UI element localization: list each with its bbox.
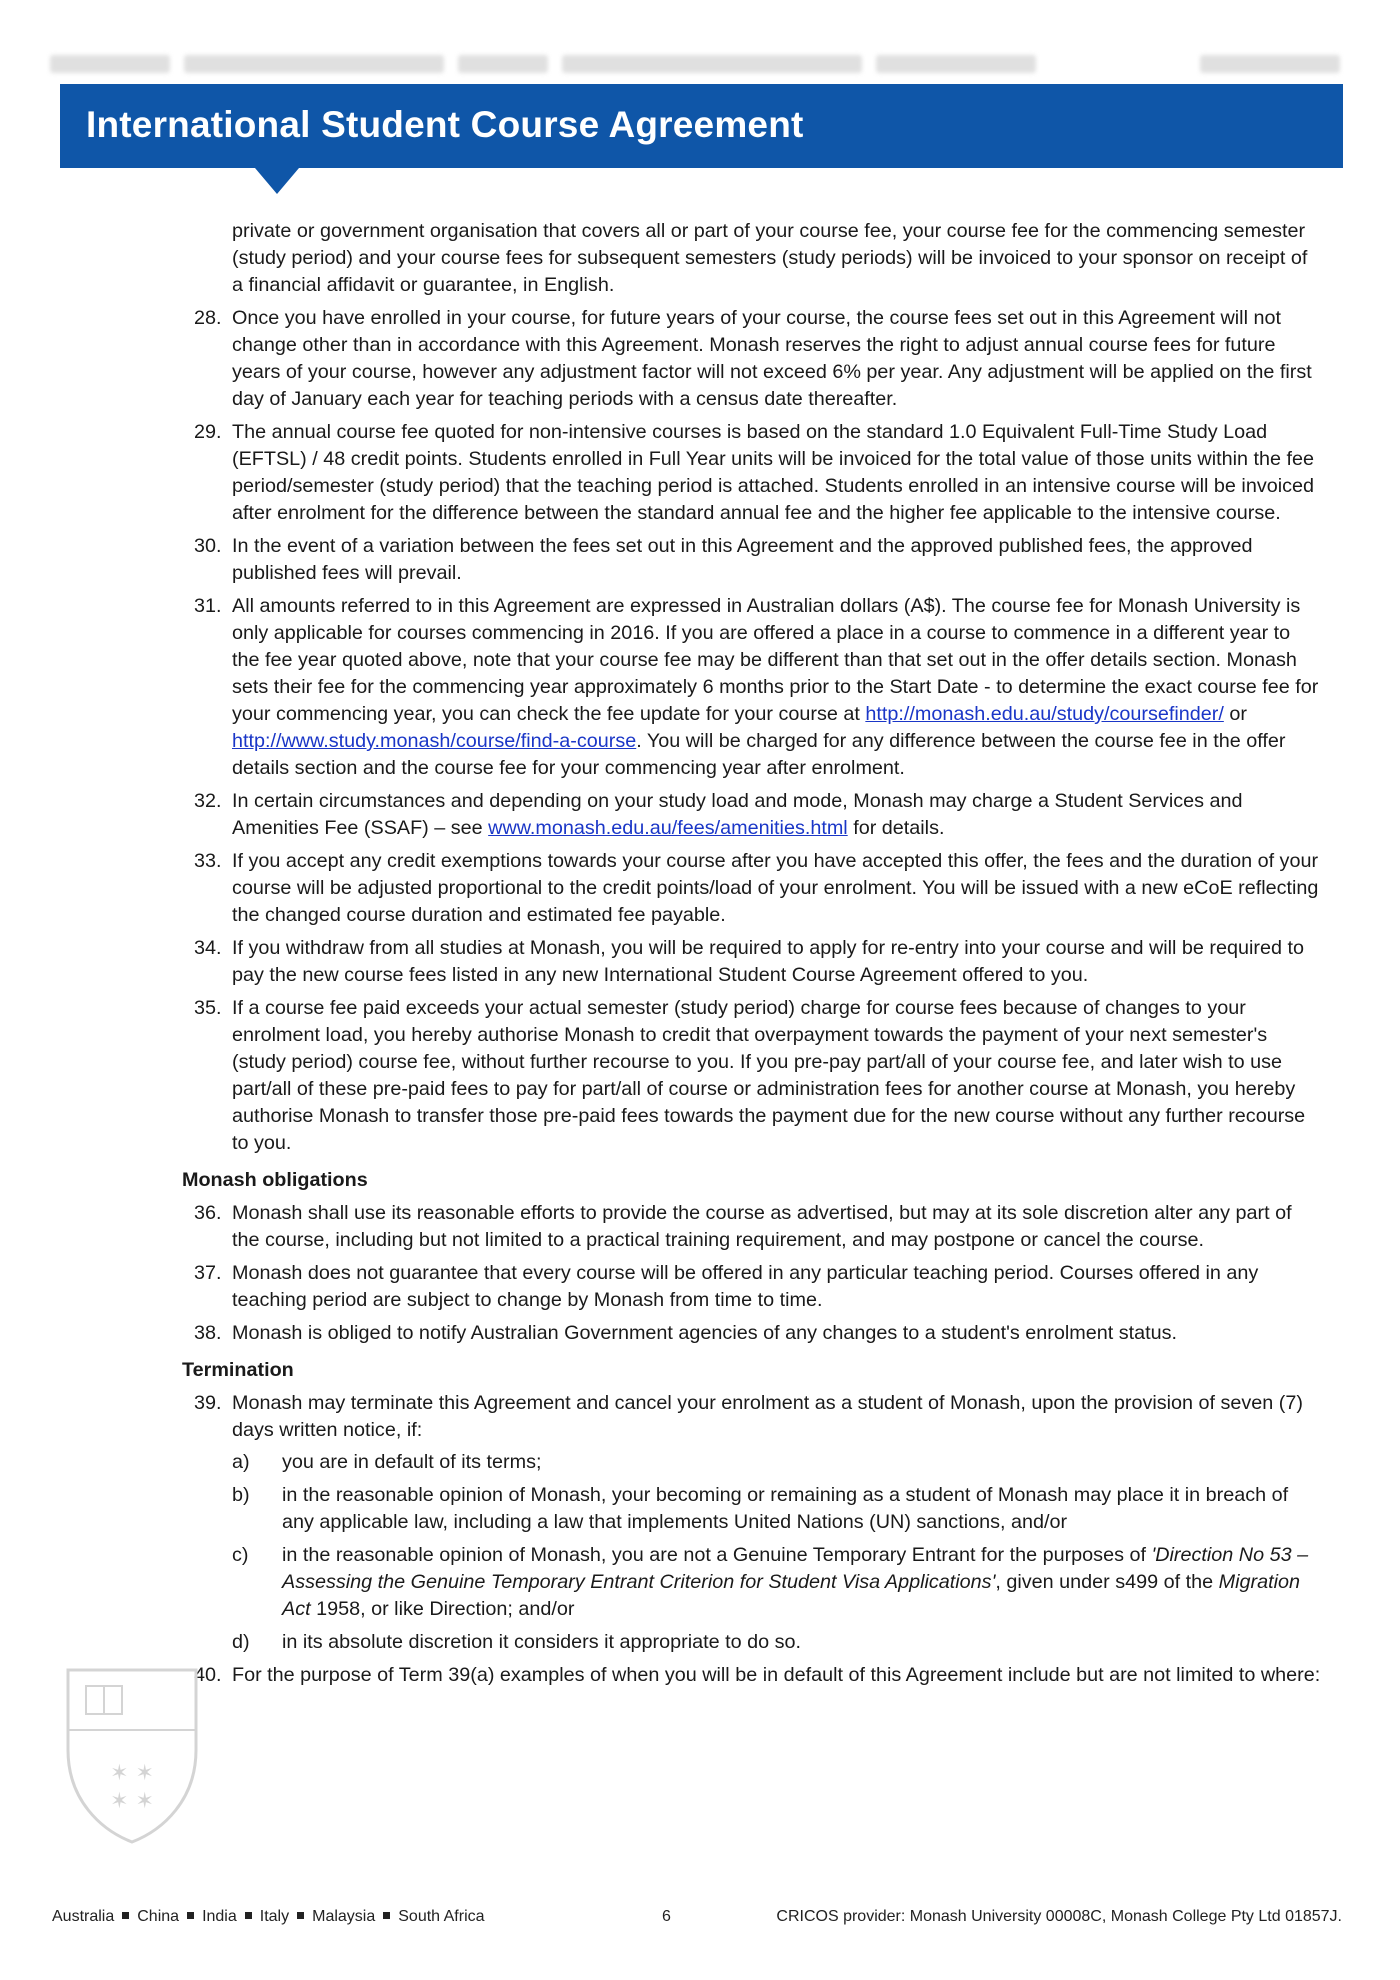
clause-28 [194, 305, 1322, 413]
sub-clause-letter: c) [232, 1544, 249, 1566]
clause-text: If you withdraw from all studies at Monash, you will be required to apply for re-entry into your course and will be required to pay the new course fees listed in any new International Student Course Agreement offered to you. [232, 937, 1305, 986]
sub-clause-text: , given under s499 of the [995, 1571, 1219, 1593]
clause-text: . You will be charged for any difference between the course fee in the offer details section and the course fee for your commencing year after enrolment. [232, 730, 1286, 779]
find-a-course-link[interactable]: http://www.study.monash/course/find-a-course [232, 730, 637, 752]
country-label: Australia [52, 1908, 115, 1925]
sub-clause-text: you are in default of its terms; [282, 1451, 542, 1473]
university-crest-watermark [48, 1660, 216, 1850]
amenities-fee-link[interactable]: www.monash.edu.au/fees/amenities.html [488, 817, 848, 839]
banner-notch [255, 168, 299, 194]
clause-number: 39. [194, 1392, 222, 1414]
clause-34 [194, 935, 1322, 989]
clause-number: 35. [194, 997, 222, 1019]
sub-clause-letter: d) [232, 1631, 250, 1653]
clause-31 [194, 593, 1322, 782]
country-label: India [202, 1908, 237, 1925]
clause-text: If a course fee paid exceeds your actual semester (study period) charge for course fees because of changes to your enrolment load, you hereby authorise Monash to credit that overpayment towards the payment of your next semester's (study period) course fee, without further recourse to you. If you pre-pay part/all of your course fee, and later wish to use part/all of these pre-paid fees to pay for part/all of course or administration fees for another course at Monash, you hereby authorise Monash to transfer those pre-paid fees towards the payment due for the new course without any further recourse to you. [232, 997, 1306, 1154]
sub-clause-letter: a) [232, 1451, 250, 1473]
country-label: South Africa [398, 1908, 485, 1925]
sub-clause-c [232, 1542, 1322, 1623]
document-body [182, 218, 1322, 1695]
clause-35 [194, 995, 1322, 1157]
clause-38 [194, 1320, 1322, 1347]
page-number: 6 [662, 1908, 671, 1925]
clause-text: Once you have enrolled in your course, for future years of your course, the course fees set out in this Agreement will not change other than in accordance with this Agreement. Monash reserves the right to adjust annual course fees for future years of your course, however any adjustment factor will not exceed 6% per year. Any adjustment will be applied on the first day of January each year for teaching periods with a census date thereafter. [232, 307, 1312, 410]
clause-number: 40. [194, 1664, 222, 1686]
clause-37 [194, 1260, 1322, 1314]
clause-30 [194, 533, 1322, 587]
direction-title: 'Direction No 53 – Assessing the Genuine Temporary Entrant Criterion for Student Visa Applications' [282, 1544, 1309, 1593]
clause-number: 28. [194, 307, 222, 329]
clause-32 [194, 788, 1322, 842]
sub-clause-letter: b) [232, 1484, 250, 1506]
clause-text: All amounts referred to in this Agreement are expressed in Australian dollars (A$). The course fee for Monash University is only applicable for courses commencing in 2016. If you are offered a place in a course to commence in a different year to the fee year quoted above, note that your course fee may be different than that set out in the offer details section. Monash sets their fee for the commencing year approximately 6 months prior to the Start Date - to determine the exact course fee for your commencing year, you can check the fee update for your course at [232, 595, 1319, 725]
clause-text: Monash does not guarantee that every course will be offered in any particular teaching period. Courses offered in any teaching period are subject to change by Monash from time to time. [232, 1262, 1259, 1311]
clause-number: 36. [194, 1202, 222, 1224]
cricos-statement: CRICOS provider: Monash University 00008C, Monash College Pty Ltd 01857J. [776, 1908, 1342, 1925]
clause-text: If you accept any credit exemptions towards your course after you have accepted this offer, the fees and the duration of your course will be adjusted proportional to the credit points/load of your enrolment. You will be issued with a new eCoE reflecting the changed course duration and estimated fee payable. [232, 850, 1319, 926]
clause-number: 37. [194, 1262, 222, 1284]
clause-text: In certain circumstances and depending on your study load and mode, Monash may charge a Student Services and Amenities Fee (SSAF) – see [232, 790, 1243, 839]
clause-text: The annual course fee quoted for non-intensive courses is based on the standard 1.0 Equivalent Full-Time Study Load (EFTSL) / 48 credit points. Students enrolled in Full Year units will be invoiced for the total value of those units within the fee period/semester (study period) that the teaching period is attached. Students enrolled in an intensive course will be invoiced after enrolment for the difference between the standard annual fee and the higher fee applicable to the intensive course. [232, 421, 1314, 524]
redacted-header-bar [50, 48, 1340, 80]
country-label: China [137, 1908, 180, 1925]
page-footer [52, 1908, 1342, 1932]
sub-clause-text: in the reasonable opinion of Monash, your becoming or remaining as a student of Monash may place it in breach of any applicable law, including a law that implements United Nations (UN) sanctions, and/or [282, 1484, 1289, 1533]
section-heading-obligations: Monash obligations [182, 1169, 368, 1191]
section-heading-termination: Termination [182, 1359, 294, 1381]
sub-clause-text: in the reasonable opinion of Monash, you are not a Genuine Temporary Entrant for the purposes of [282, 1544, 1152, 1566]
clause-number: 29. [194, 421, 222, 443]
square-bullet-icon [383, 1912, 390, 1919]
clause-33 [194, 848, 1322, 929]
clause-40 [194, 1662, 1322, 1689]
title-banner [60, 84, 1343, 168]
clause-number: 33. [194, 850, 222, 872]
clause-number: 31. [194, 595, 222, 617]
clause-text: In the event of a variation between the fees set out in this Agreement and the approved published fees, the approved published fees will prevail. [232, 535, 1253, 584]
clause-39 [194, 1390, 1322, 1656]
sub-clause-text: in its absolute discretion it considers it appropriate to do so. [282, 1631, 801, 1653]
square-bullet-icon [297, 1912, 304, 1919]
clause-number: 30. [194, 535, 222, 557]
clause-text: Monash shall use its reasonable efforts to provide the course as advertised, but may at its sole discretion alter any part of the course, including but not limited to a practical training requirement, and may postpone or cancel the course. [232, 1202, 1292, 1251]
clause-36 [194, 1200, 1322, 1254]
clause-29 [194, 419, 1322, 527]
sub-clause-text: 1958, or like Direction; and/or [310, 1598, 575, 1620]
intro-paragraph: private or government organisation that covers all or part of your course fee, your course fee for the commencing semester (study period) and your course fees for subsequent semesters (study periods) will be invoiced to your sponsor on receipt of a financial affidavit or guarantee, in English. [232, 220, 1308, 296]
footer-countries [52, 1908, 485, 1926]
svg-text:✶ ✶: ✶ ✶ [110, 1761, 154, 1786]
svg-text:✶ ✶: ✶ ✶ [110, 1789, 154, 1814]
clause-number: 38. [194, 1322, 222, 1344]
clause-text: For the purpose of Term 39(a) examples of when you will be in default of this Agreement include but are not limited to where: [232, 1664, 1321, 1686]
page-title: International Student Course Agreement [86, 104, 804, 145]
clause-number: 32. [194, 790, 222, 812]
sub-clause-b [232, 1482, 1322, 1536]
square-bullet-icon [245, 1912, 252, 1919]
coursefinder-link[interactable]: http://monash.edu.au/study/coursefinder/ [865, 703, 1224, 725]
migration-act: Migration Act [282, 1571, 1300, 1620]
clause-text: Monash is obliged to notify Australian Government agencies of any changes to a student's enrolment status. [232, 1322, 1178, 1344]
clause-text: for details. [847, 817, 945, 839]
sub-clause-d [232, 1629, 1322, 1656]
country-label: Italy [259, 1908, 290, 1925]
square-bullet-icon [187, 1912, 194, 1919]
clause-text: Monash may terminate this Agreement and cancel your enrolment as a student of Monash, upon the provision of seven (7) days written notice, if: [232, 1392, 1303, 1441]
clause-text: or [1223, 703, 1247, 725]
square-bullet-icon [122, 1912, 129, 1919]
sub-clause-a [232, 1449, 1322, 1476]
country-label: Malaysia [312, 1908, 376, 1925]
clause-number: 34. [194, 937, 222, 959]
